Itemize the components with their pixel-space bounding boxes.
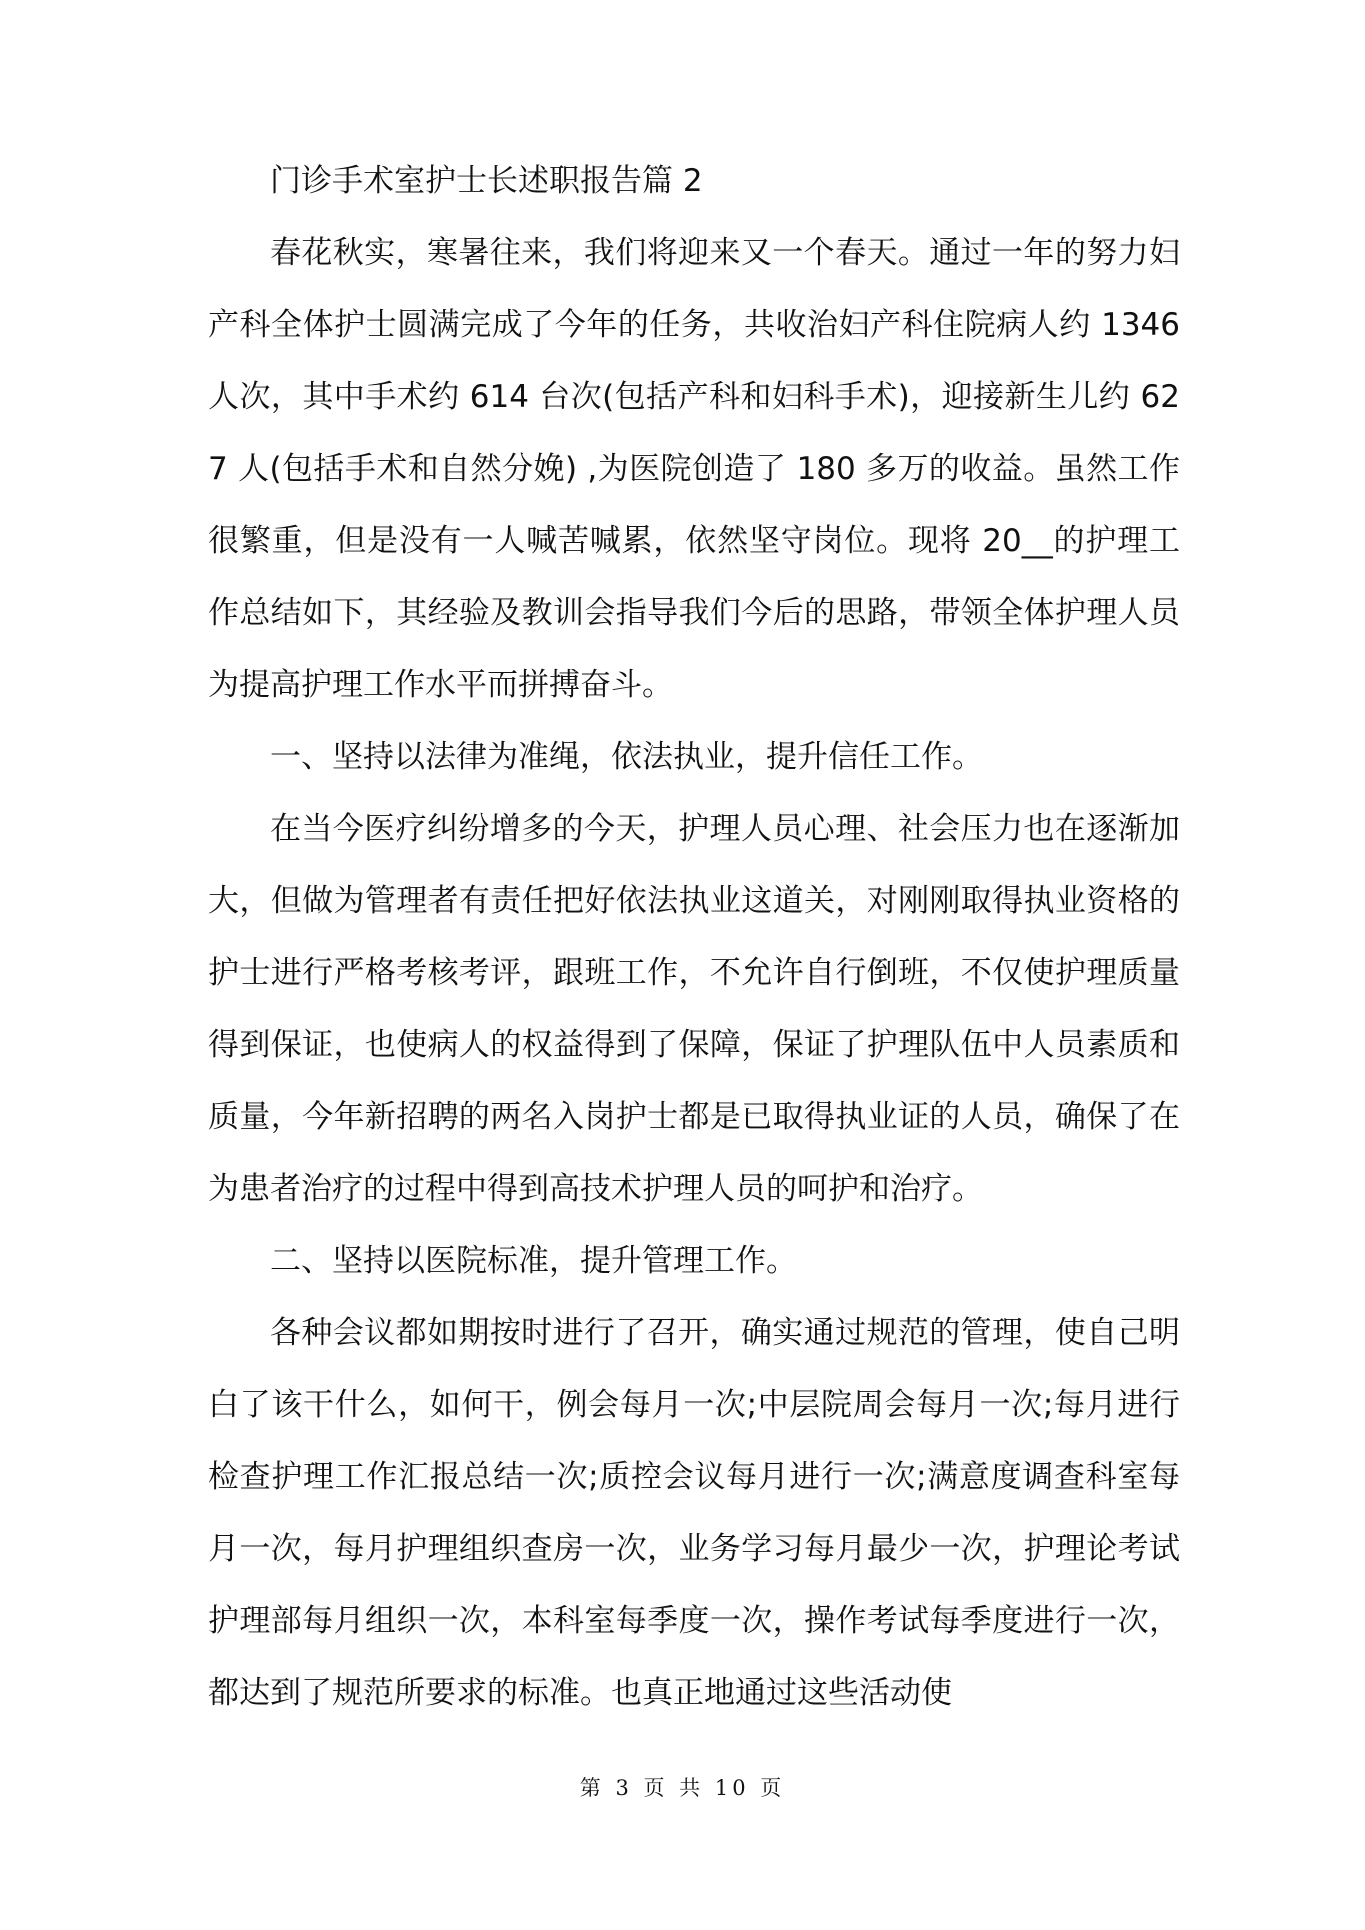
- paragraph-section-2: 各种会议都如期按时进行了召开，确实通过规范的管理，使自己明白了该干什么，如何干，例会每月一次;中层院周会每月一次;每月进行检查护理工作汇报总结一次;质控会议每月进行一次;满意度调查科室每月一次，每月护理组织查房一次，业务学习每月最少一次，护理论考试护理部每月组织一次，本科室每季度一次，操作考试每季度进行一次，都达到了规范所要求的标准。也真正地通过这些活动使: [208, 1315, 1180, 1711]
- document-body: [208, 145, 1180, 1729]
- page-number-footer: 第 3 页 共 10 页: [579, 1776, 786, 1800]
- section-heading-2: 二、坚持以医院标准，提升管理工作。: [270, 1243, 797, 1279]
- document-heading: 门诊手术室护士长述职报告篇 2: [270, 163, 703, 199]
- paragraph-intro: 春花秋实，寒暑往来，我们将迎来又一个春天。通过一年的努力妇产科全体护士圆满完成了今年的任务，共收治妇产科住院病人约 1346 人次，其中手术约 614 台次(包括产科和妇科手术)，迎接新生儿约 627 人(包括手术和自然分娩) ,为医院创造了 180 多万的收益。虽然工作很繁重，但是没有一人喊苦喊累，依然坚守岗位。现将 20__的护理工作总结如下，其经验及教训会指导我们今后的思路，带领全体护理人员为提高护理工作水平而拼搏奋斗。: [208, 235, 1180, 703]
- section-heading-1: 一、坚持以法律为准绳，依法执业，提升信任工作。: [270, 739, 983, 775]
- paragraph-section-1: 在当今医疗纠纷增多的今天，护理人员心理、社会压力也在逐渐加大，但做为管理者有责任把好依法执业这道关，对刚刚取得执业资格的护士进行严格考核考评，跟班工作，不允许自行倒班，不仅使护理质量得到保证，也使病人的权益得到了保障，保证了护理队伍中人员素质和质量，今年新招聘的两名入岗护士都是已取得执业证的人员，确保了在为患者治疗的过程中得到高技术护理人员的呵护和治疗。: [208, 811, 1180, 1207]
